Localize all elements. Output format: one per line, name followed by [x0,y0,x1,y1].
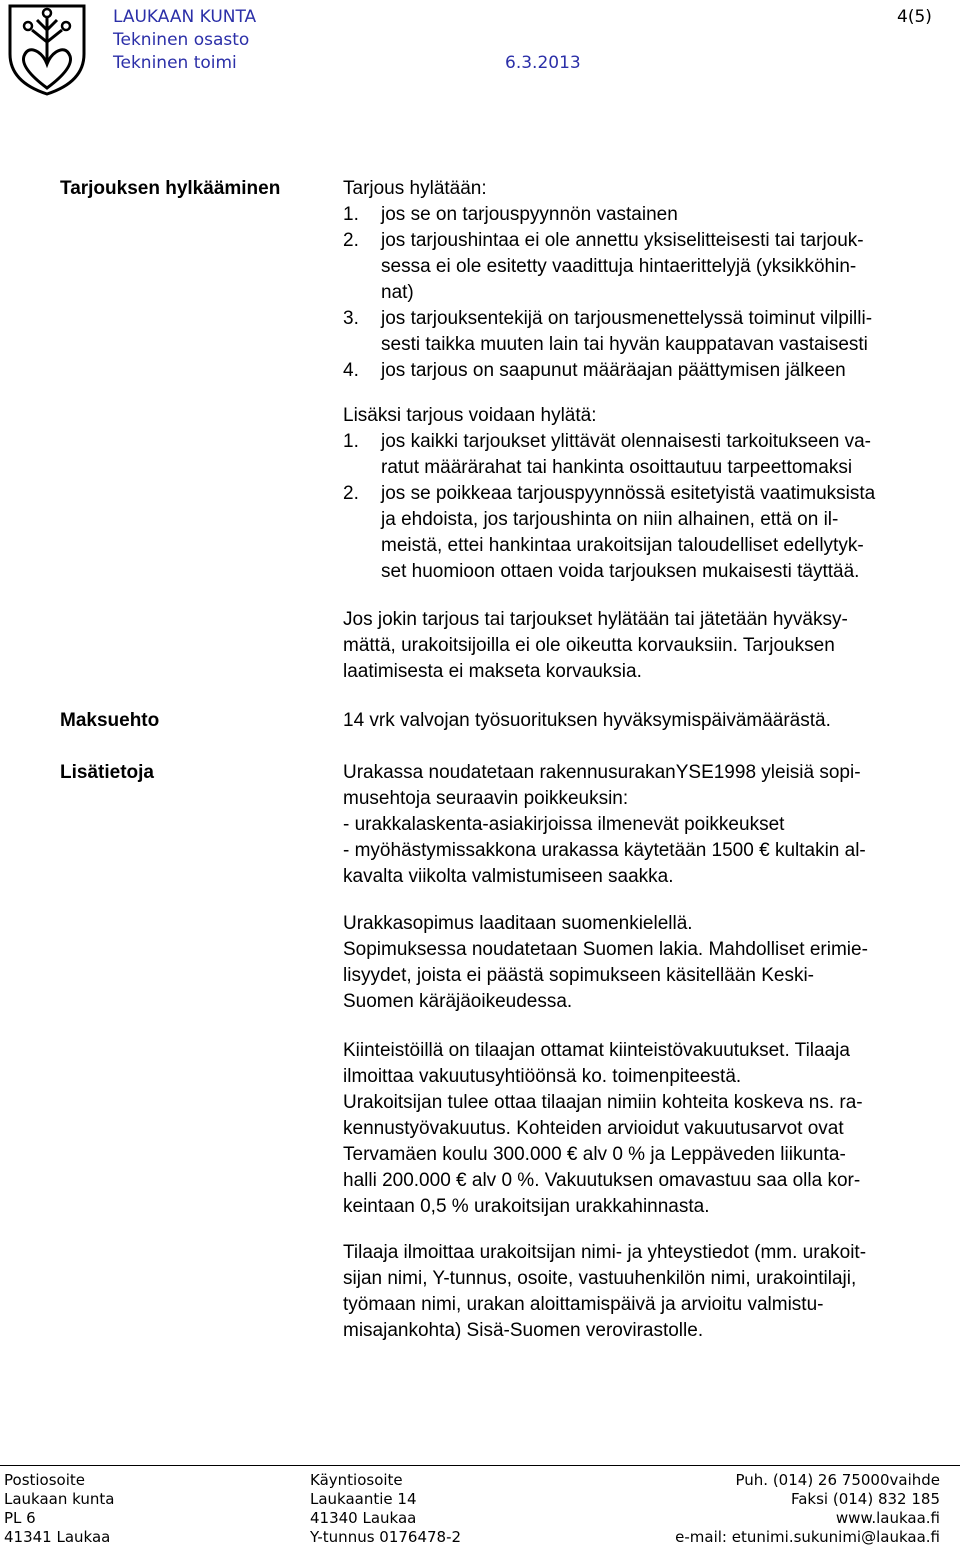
list-item-text: jos tarjous on saapunut määräajan päättymisen jälkeen [381,360,846,381]
list-item-text: sessa ei ole esitetty vaadittuja hintaerittelyjä (yksikköhin- [381,256,857,277]
rejection-intro-2: Lisäksi tarjous voidaan hylätä: [343,405,597,426]
footer-line: Laukaan kunta [4,1490,115,1508]
office-name: Tekninen toimi [113,53,237,73]
info-p3-line: kennustyövakuutus. Kohteiden arvioidut vakuutusarvot ovat [343,1118,844,1139]
municipality-name: LAUKAAN KUNTA [113,7,257,27]
rejection-closing-line: mättä, urakoitsijoilla ei ole oikeutta korvauksiin. Tarjouksen [343,635,835,656]
footer-line: Puh. (014) 26 75000vaihde [735,1471,940,1489]
info-p1-line: musehtoja seuraavin poikkeuksin: [343,788,629,809]
list-item-number: 2. [343,483,359,504]
footer-divider [0,1465,960,1466]
footer-line: e-mail: etunimi.sukunimi@laukaa.fi [675,1528,940,1546]
section-heading-rejection: Tarjouksen hylkääminen [60,178,281,199]
info-p2-line: Suomen käräjäoikeudessa. [343,991,573,1012]
list-item-text: ja ehdoista, jos tarjoushinta on niin alhainen, että on il- [381,509,839,530]
rejection-intro: Tarjous hylätään: [343,178,487,199]
footer-line: Faksi (014) 832 185 [790,1490,940,1508]
info-p4-line: misajankohta) Sisä-Suomen verovirastolle. [343,1320,704,1341]
page-number: 4(5) [897,7,932,27]
rejection-closing-line: Jos jokin tarjous tai tarjoukset hylätään tai jätetään hyväksy- [343,609,848,630]
info-p1-line: Urakassa noudatetaan rakennusurakanYSE1998 yleisiä sopi- [343,762,861,783]
list-item-text: ratut määrärahat tai hankinta osoittautuu tarpeettomaksi [381,457,853,478]
list-item-text: jos tarjoushintaa ei ole annettu yksiselitteisesti tai tarjouk- [381,230,864,251]
footer-line: www.laukaa.fi [835,1509,940,1527]
footer-line: Käyntiosoite [310,1471,403,1489]
footer-line: 41340 Laukaa [310,1509,417,1527]
info-p3-line: Tervamäen koulu 300.000 € alv 0 % ja Leppäveden liikunta- [343,1144,846,1165]
department-name: Tekninen osasto [113,30,250,50]
footer-line: 41341 Laukaa [4,1528,111,1546]
list-item-text: set huomioon ottaen voida tarjouksen mukaisesti täyttää. [381,561,860,582]
info-p4-line: Tilaaja ilmoittaa urakoitsijan nimi- ja yhteystiedot (mm. urakoit- [343,1242,867,1263]
footer-line: Y-tunnus 0176478-2 [310,1528,462,1546]
footer-line: PL 6 [4,1509,36,1527]
section-heading-info: Lisätietoja [60,762,154,783]
footer-line: Laukaantie 14 [310,1490,417,1508]
info-p4-line: sijan nimi, Y-tunnus, osoite, vastuuhenkilön nimi, urakointilaji, [343,1268,857,1289]
info-p1-line: - myöhästymissakkona urakassa käytetään 1500 € kultakin al- [343,840,866,861]
list-item-number: 2. [343,230,359,251]
info-p3-line: Kiinteistöillä on tilaajan ottamat kiinteistövakuutukset. Tilaaja [343,1040,850,1061]
list-item-text: jos se poikkeaa tarjouspyynnössä esitetyistä vaatimuksista [381,483,876,504]
list-item-text: jos kaikki tarjoukset ylittävät olennaisesti tarkoitukseen va- [381,431,872,452]
info-p3-line: Urakoitsijan tulee ottaa tilaajan nimiin kohteita koskeva ns. ra- [343,1092,863,1113]
list-item-number: 1. [343,431,359,452]
info-p1-line: kavalta viikolta valmistumiseen saakka. [343,866,674,887]
rejection-closing-line: laatimisesta ei makseta korvauksia. [343,661,642,682]
info-p3-line: ilmoittaa vakuutusyhtiöönsä ko. toimenpiteestä. [343,1066,742,1087]
list-item-number: 3. [343,308,359,329]
list-item-number: 4. [343,360,359,381]
list-item-number: 1. [343,204,359,225]
info-p4-line: työmaan nimi, urakan aloittamispäivä ja arvioitu valmistu- [343,1294,824,1315]
list-item-text: jos tarjouksentekijä on tarjousmenettelyssä toiminut vilpilli- [381,308,873,329]
list-item-text: jos se on tarjouspyynnön vastainen [381,204,678,225]
footer-line: Postiosoite [4,1471,85,1489]
laukaa-coat-of-arms-icon [4,2,90,98]
list-item-text: nat) [381,282,414,303]
document-date: 6.3.2013 [505,53,581,73]
list-item-text: meistä, ettei hankintaa urakoitsijan taloudelliset edellytyk- [381,535,864,556]
payment-terms: 14 vrk valvojan työsuorituksen hyväksymispäivämäärästä. [343,710,831,731]
info-p2-line: lisyydet, joista ei päästä sopimukseen käsitellään Keski- [343,965,815,986]
section-heading-payment: Maksuehto [60,710,160,731]
info-p1-line: - urakkalaskenta-asiakirjoissa ilmenevät poikkeukset [343,814,785,835]
info-p3-line: halli 200.000 € alv 0 %. Vakuutuksen omavastuu saa olla kor- [343,1170,861,1191]
info-p3-line: keintaan 0,5 % urakoitsijan urakkahinnasta. [343,1196,710,1217]
info-p2-line: Sopimuksessa noudatetaan Suomen lakia. Mahdolliset erimie- [343,939,868,960]
list-item-text: sesti taikka muuten lain tai hyvän kauppatavan vastaisesti [381,334,868,355]
info-p2-line: Urakkasopimus laaditaan suomenkielellä. [343,913,693,934]
